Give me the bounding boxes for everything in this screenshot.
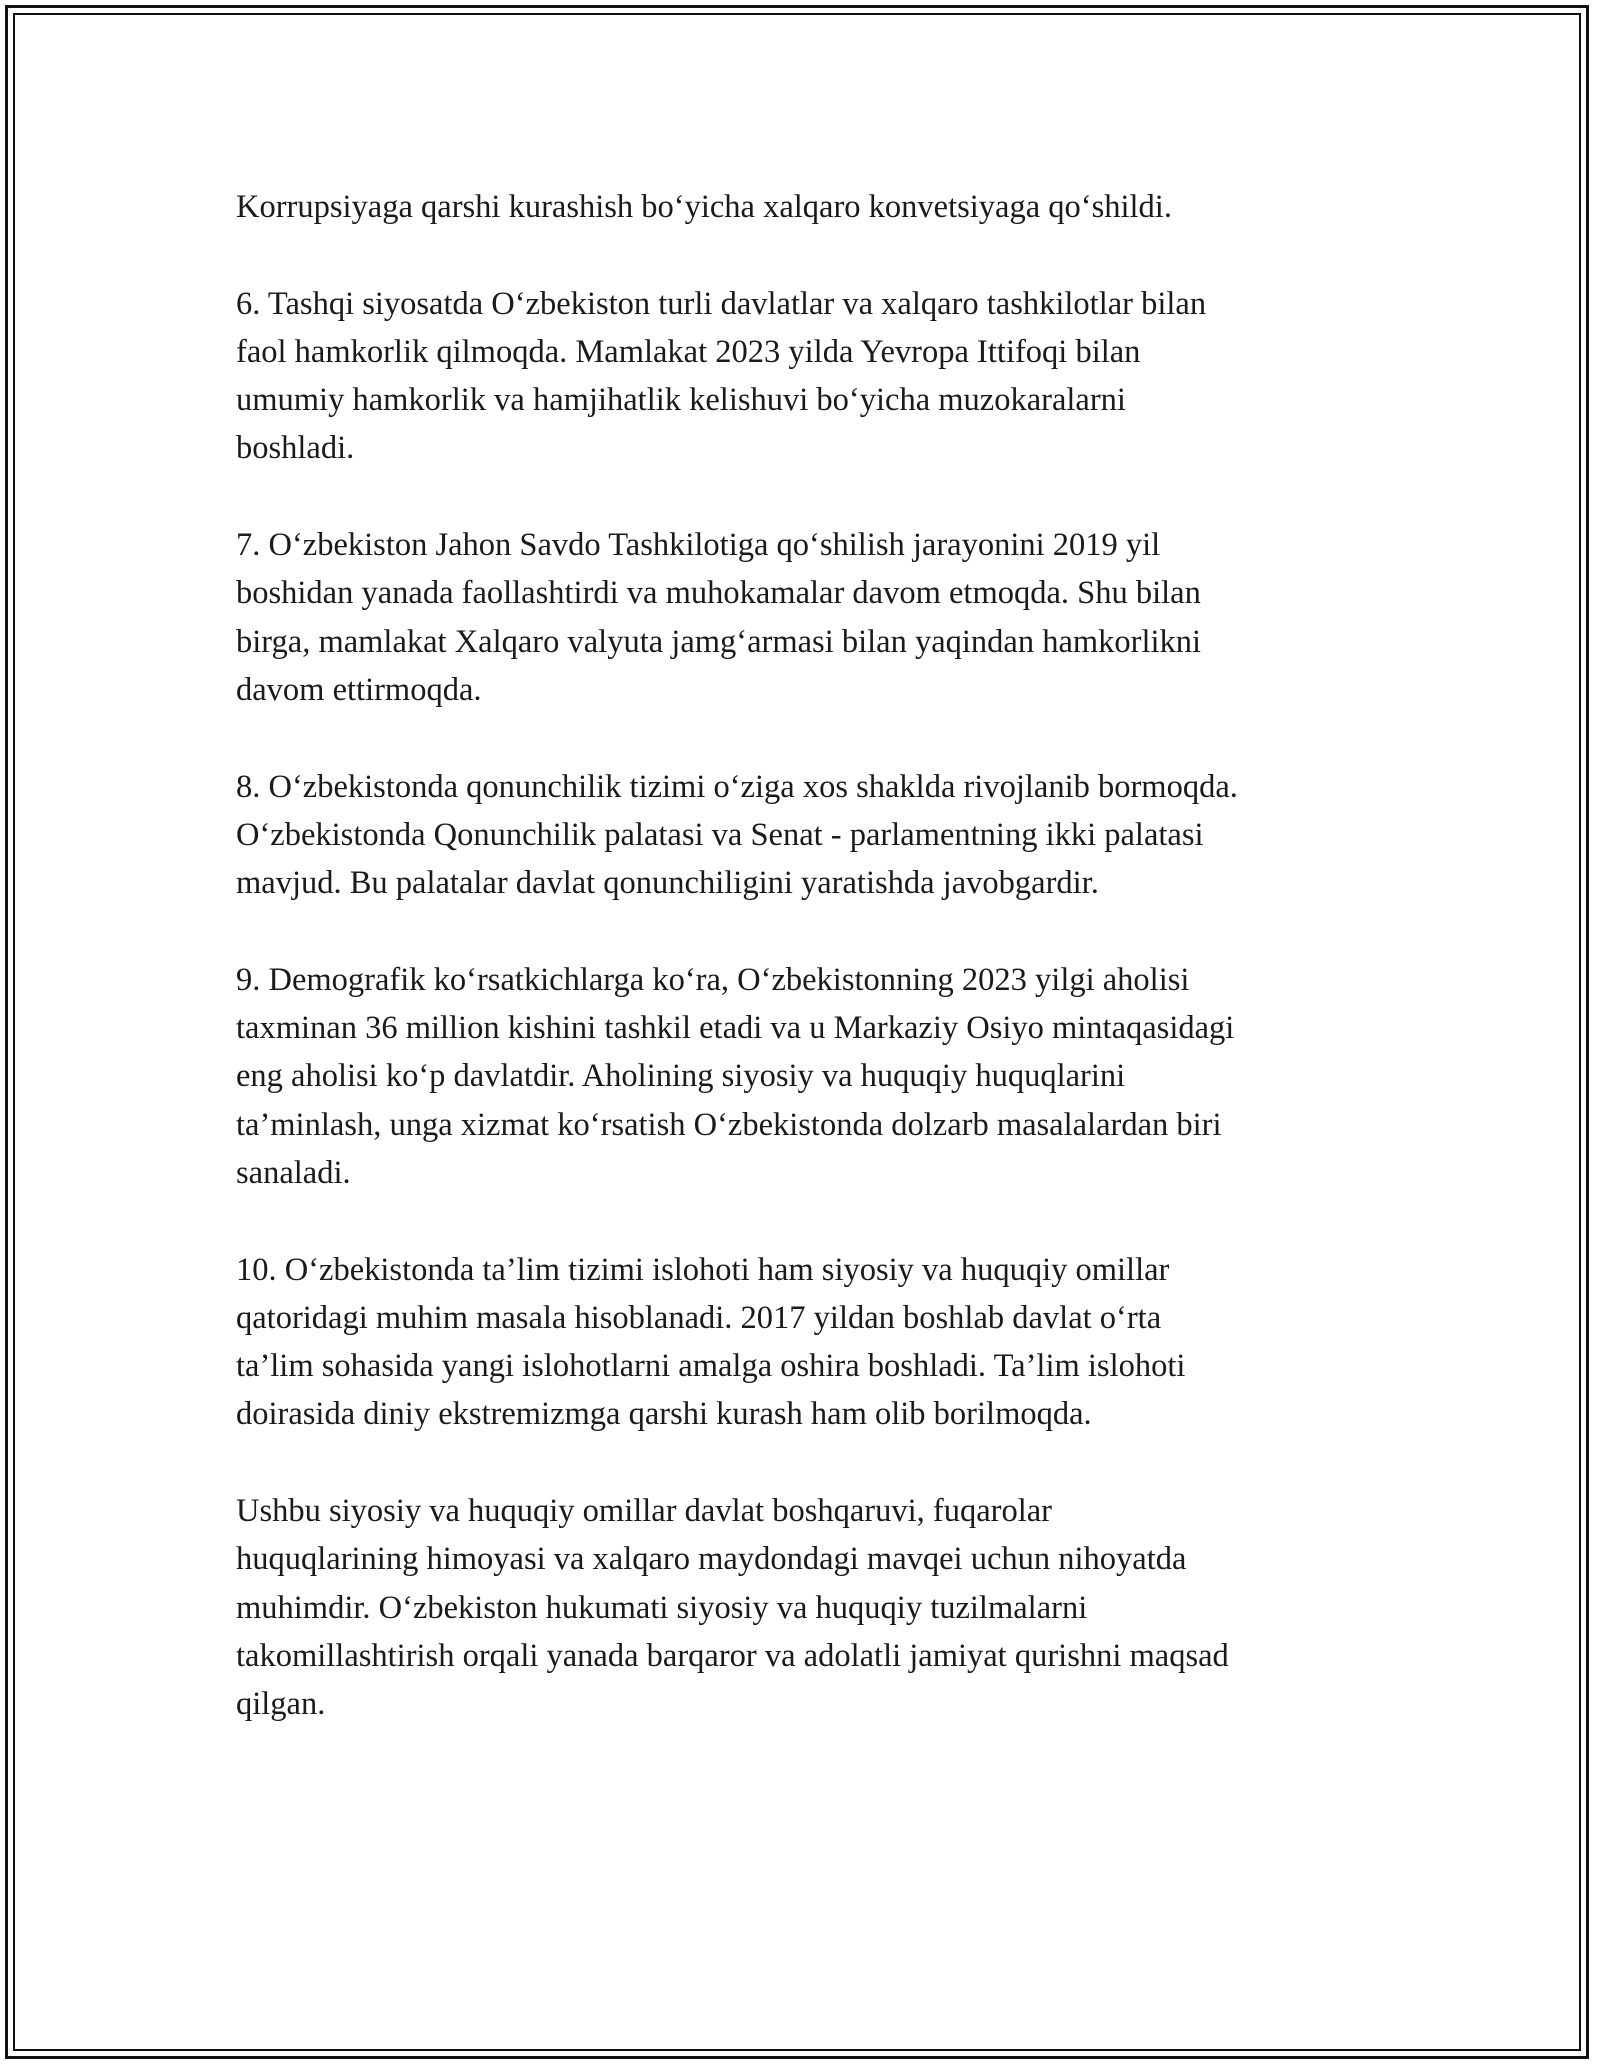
text-line: Ushbu siyosiy va huquqiy omillar davlat boshqaruvi, fuqarolar [236,1493,1052,1530]
text-line: doirasida diniy ekstremizmga qarshi kurash ham olib borilmoqda. [236,1396,1092,1433]
text-line: ta’minlash, unga xizmat ko‘rsatish O‘zbekistonda dolzarb masalalardan biri [236,1106,1222,1143]
paragraph-item-10 [236,1246,1376,1439]
document-body [236,183,1376,1777]
text-line: 7. O‘zbekiston Jahon Savdo Tashkilotiga qo‘shilish jarayonini 2019 yil [236,527,1161,564]
paragraph-item-9 [236,956,1376,1197]
text-line: 8. O‘zbekistonda qonunchilik tizimi o‘ziga xos shakldа rivojlanib bormoqda. [236,768,1238,805]
text-line: birga, mamlakat Xalqaro valyuta jamg‘armasi bilan yaqindan hamkorlikni [236,623,1202,660]
text-line: ta’lim sohasida yangi islohotlarni amalga oshira boshladi. Ta’lim islohoti [236,1348,1186,1385]
text-line: O‘zbekistonda Qonunchilik palatasi va Senat - parlamentning ikki palatasi [236,816,1204,853]
text-line: qilgan. [236,1686,326,1723]
text-line: mavjud. Bu palatalar davlat qonunchiligini yaratishda javobgardir. [236,865,1099,902]
text-line: sanaladi. [236,1154,351,1191]
text-line: taxminan 36 million kishini tashkil etadi va u Markaziy Osiyo mintaqasidagi [236,1010,1235,1047]
text-line: boshladi. [236,430,355,467]
text-line: huquqlarining himoyasi va xalqaro maydondagi mavqei uchun nihoyatda [236,1541,1187,1578]
text-line: umumiy hamkorlik va hamjihatlik kelishuvi bo‘yicha muzokaralarni [236,382,1126,419]
text-line: takomillashtirish orqali yanada barqaror va adolatli jamiyat qurishni maqsad [236,1637,1229,1674]
paragraph-item-7 [236,521,1376,714]
text-line: eng aholisi ko‘p davlatdir. Aholining siyosiy va huquqiy huquqlarini [236,1058,1126,1095]
text-line: davom ettirmoqda. [236,671,482,708]
text-line: 6. Tashqi siyosatda O‘zbekiston turli davlatlar va xalqaro tashkilotlar bilan [236,285,1207,322]
text-line: muhimdir. O‘zbekiston hukumati siyosiy va huquqiy tuzilmalarni [236,1589,1088,1626]
text-line: 9. Demografik ko‘rsatkichlarga ko‘ra, O‘zbekistonning 2023 yilgi aholisi [236,961,1190,998]
paragraph-item-6 [236,280,1376,473]
text-line: faol hamkorlik qilmoqda. Mamlakat 2023 yilda Yevropa Ittifoqi bilan [236,333,1141,370]
text-line: boshidan yanada faollashtirdi va muhokamalar davom etmoqda. Shu bilan [236,575,1201,612]
paragraph-conclusion [236,1487,1376,1728]
text-line: 10. O‘zbekistonda ta’lim tizimi islohoti ham siyosiy va huquqiy omillar [236,1251,1170,1288]
paragraph-item-8 [236,763,1376,908]
paragraph-continuation [236,183,1376,231]
text-line: qatoridagi muhim masala hisoblanadi. 2017 yildan boshlab davlat o‘rta [236,1299,1162,1336]
text-line: Korrupsiyaga qarshi kurashish bo‘yicha xalqaro konvetsiyaga qo‘shildi. [236,189,1172,225]
